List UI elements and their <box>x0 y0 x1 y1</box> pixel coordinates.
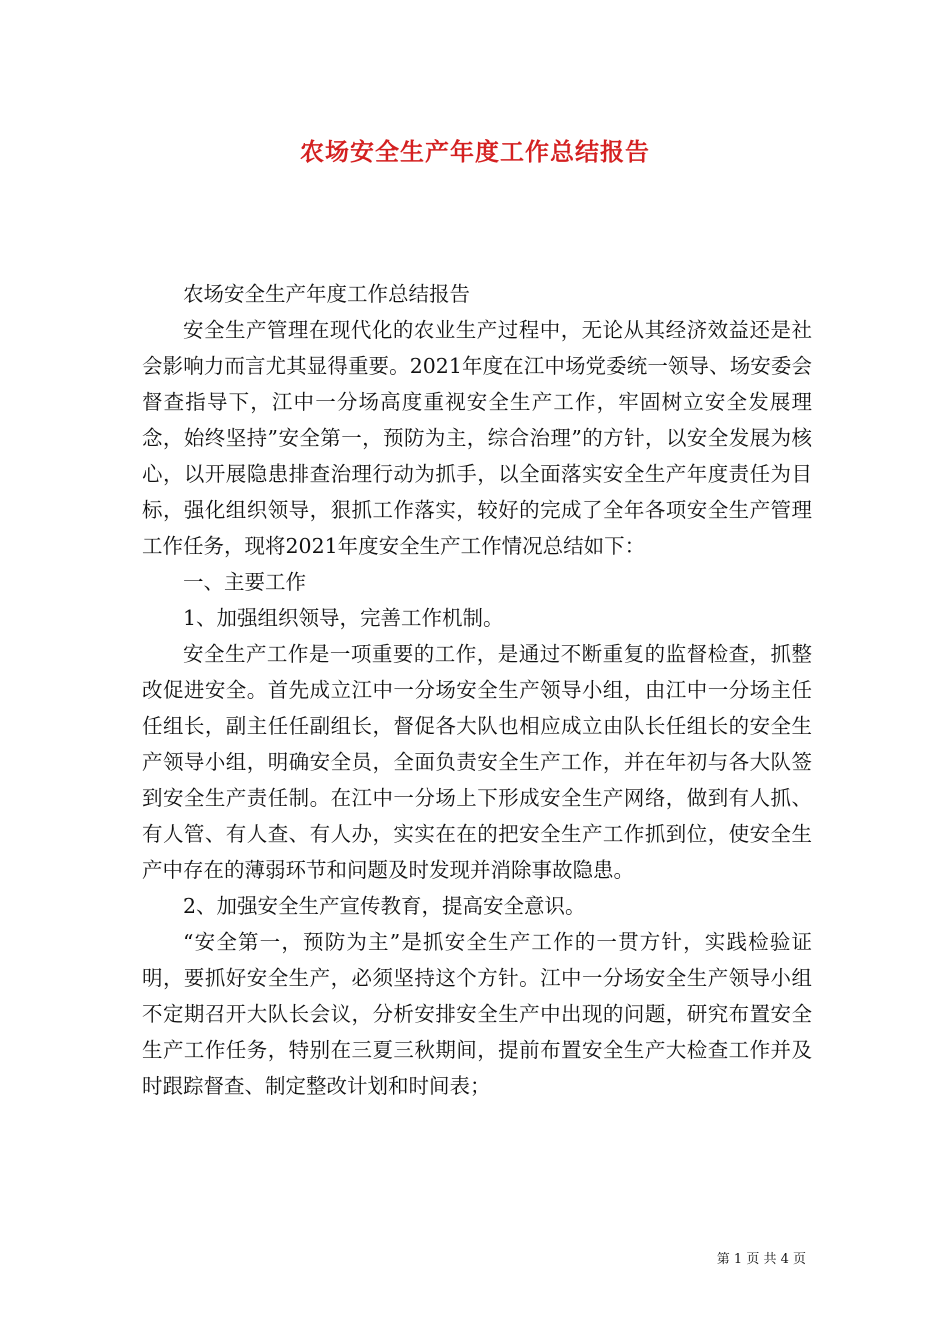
document-title: 农场安全生产年度工作总结报告 <box>300 137 650 166</box>
body-paragraph-intro: 安全生产管理在现代化的农业生产过程中，无论从其经济效益还是社会影响力而言尤其显得重要。2021年度在江中场党委统一领导、场安委会督查指导下，江中一分场高度重视安全生产工作，牢固树立安全发展理念，始终坚持”安全第一，预防为主，综合治理”的方针，以安全发展为核心，以开展隐患排查治理行动为抓手，以全面落实安全生产年度责任为目标，强化组织领导，狠抓工作落实，较好的完成了全年各项安全生产管理工作任务，现将2021年度安全生产工作情况总结如下： <box>142 318 812 558</box>
subsection-heading-1: 1、加强组织领导，完善工作机制。 <box>183 606 504 630</box>
body-paragraph-heading: 农场安全生产年度工作总结报告 <box>183 282 470 306</box>
document-body <box>142 276 812 1104</box>
body-paragraph-education: “安全第一，预防为主”是抓安全生产工作的一贯方针，实践检验证明，要抓好安全生产，必须坚持这个方针。江中一分场安全生产领导小组不定期召开大队长会议，分析安排安全生产中出现的问题，研究布置安全生产工作任务，特别在三夏三秋期间，提前布置安全生产大检查工作并及时跟踪督查、制定整改计划和时间表； <box>142 930 812 1098</box>
section-heading-main-work: 一、主要工作 <box>183 570 306 594</box>
page-footer: 第 1 页 共 4 页 <box>716 1252 806 1267</box>
subsection-heading-2: 2、加强安全生产宣传教育，提高安全意识。 <box>183 894 586 918</box>
body-paragraph-organization: 安全生产工作是一项重要的工作，是通过不断重复的监督检查，抓整改促进安全。首先成立江中一分场安全生产领导小组，由江中一分场主任任组长，副主任任副组长，督促各大队也相应成立由队长任组长的安全生产领导小组，明确安全员，全面负责安全生产工作，并在年初与各大队签到安全生产责任制。在江中一分场上下形成安全生产网络，做到有人抓、有人管、有人查、有人办，实实在在的把安全生产工作抓到位，使安全生产中存在的薄弱环节和问题及时发现并消除事故隐患。 <box>142 642 812 882</box>
